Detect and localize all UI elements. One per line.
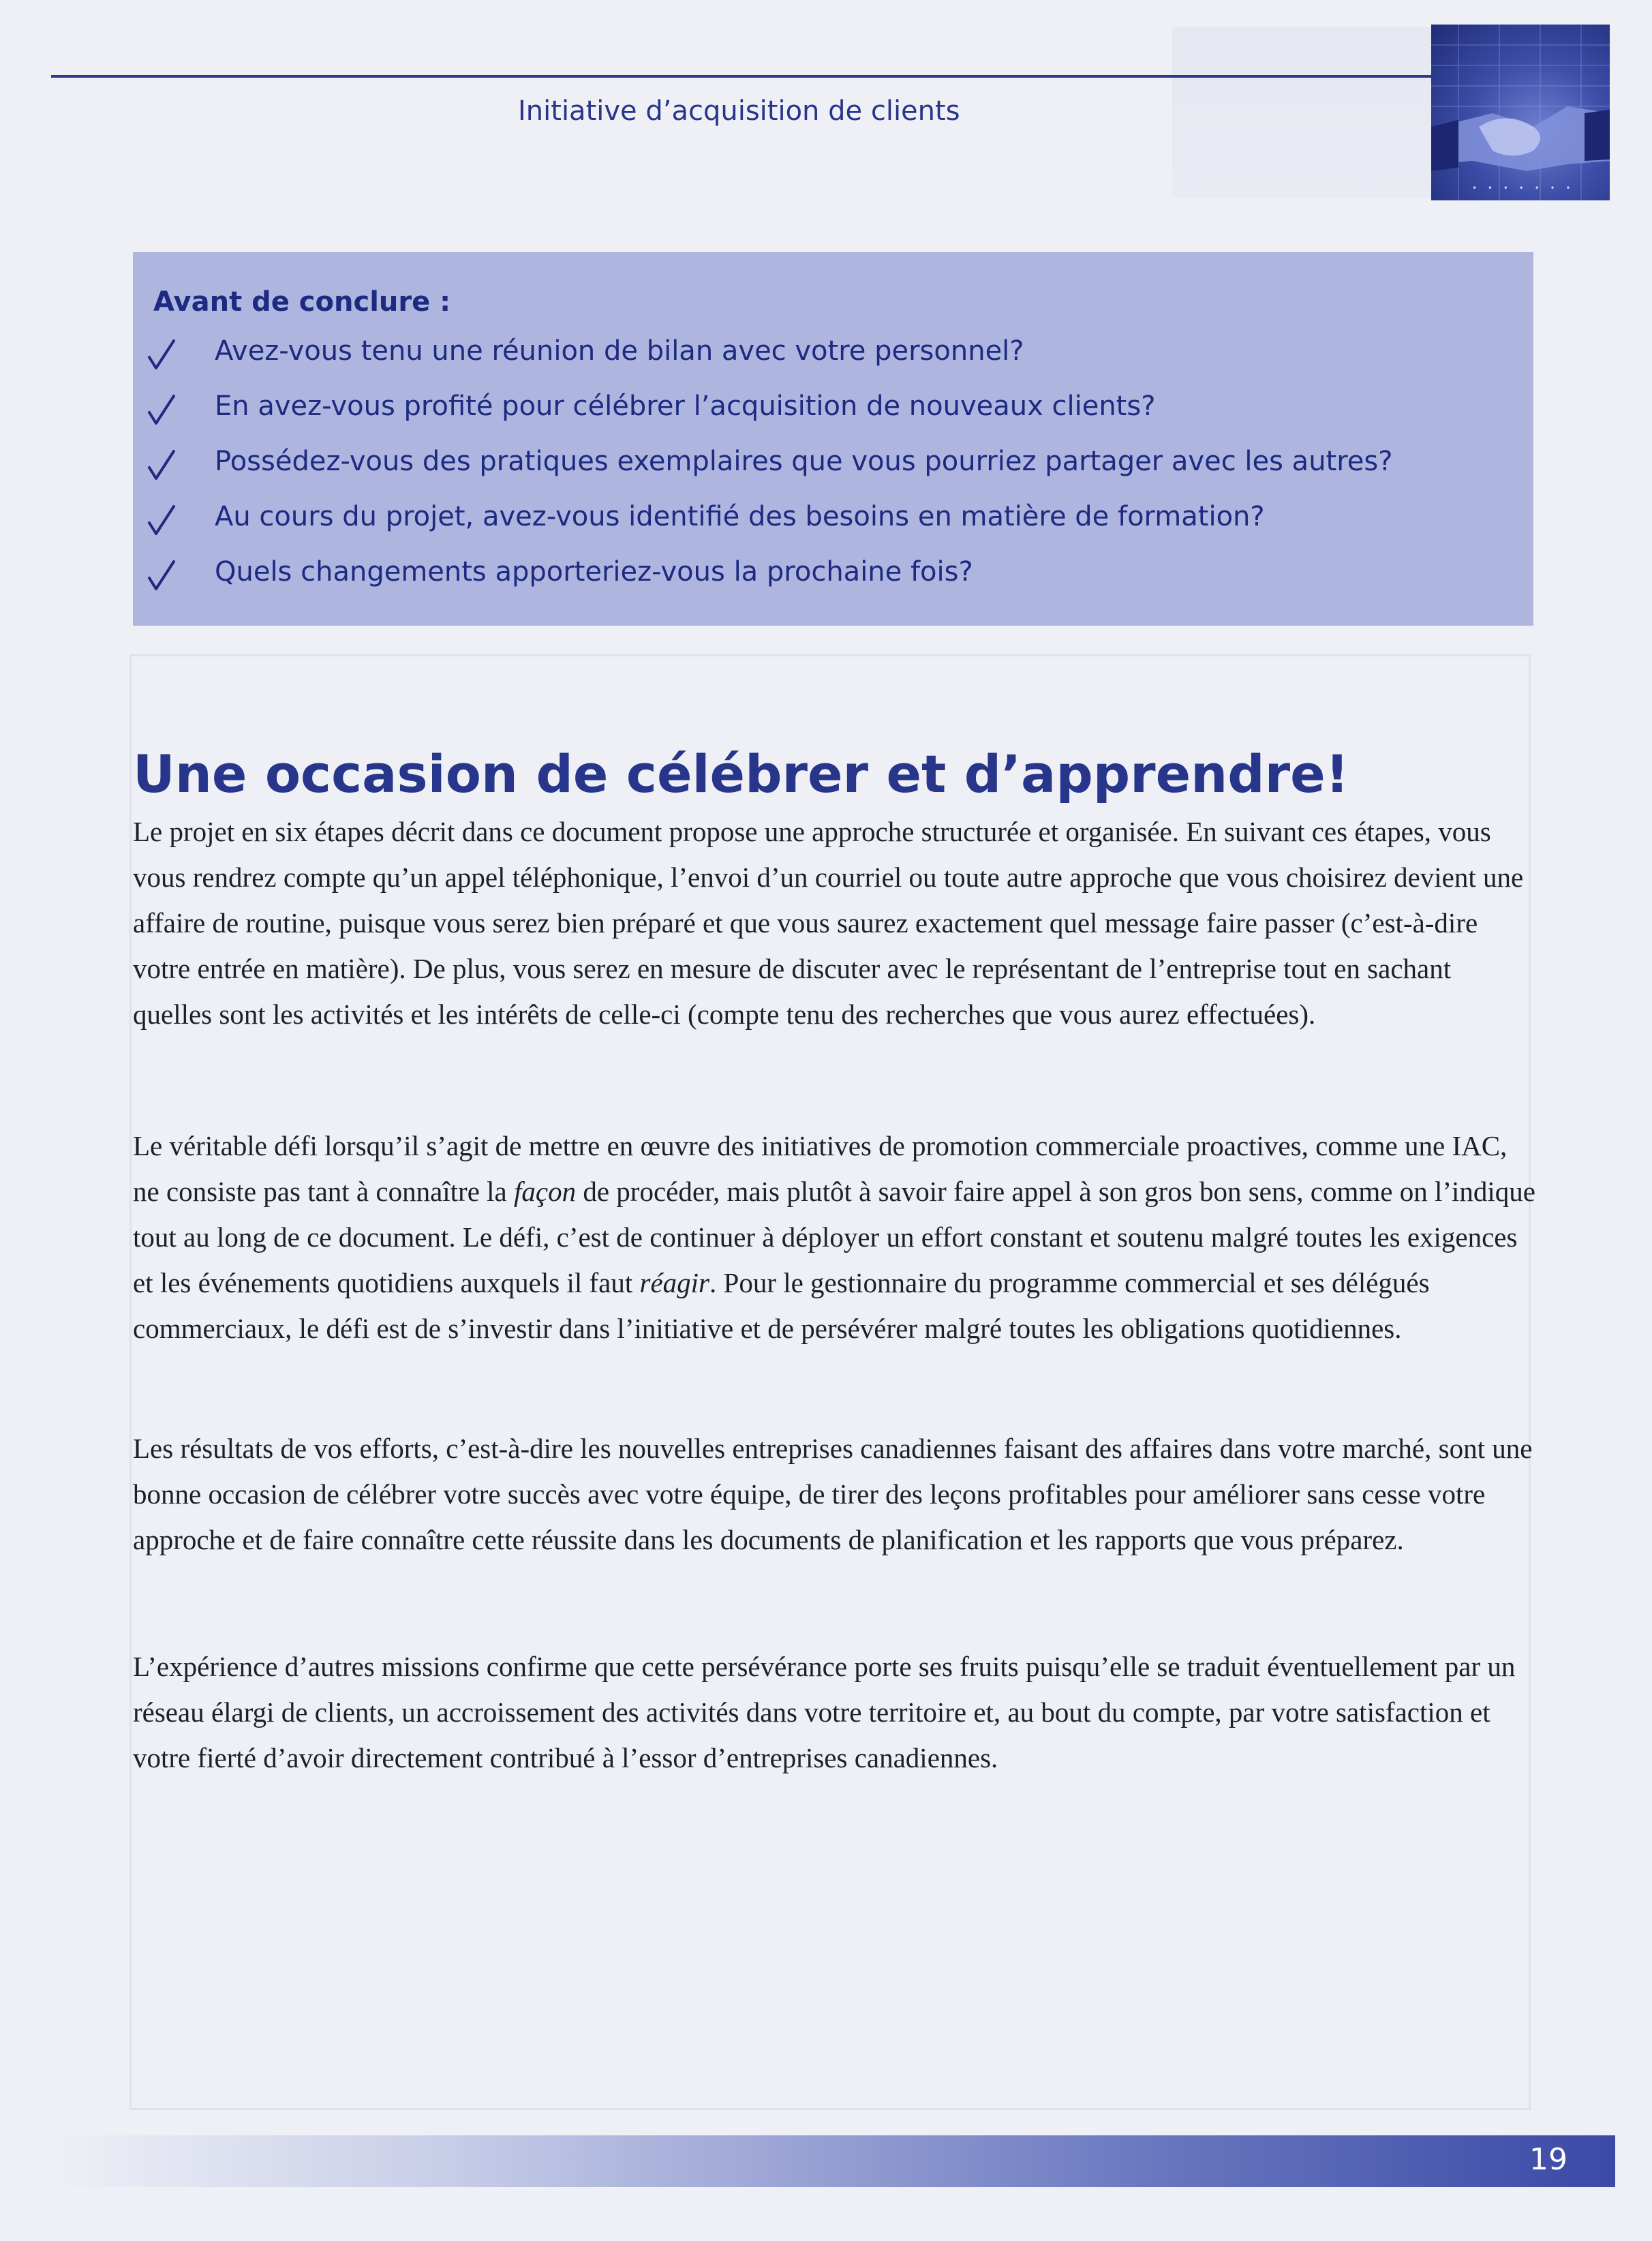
body-paragraph-3: Les résultats de vos efforts, c’est-à-dire les nouvelles entreprises canadiennes faisant des affaires dans votre marché, sont une bonne occasion de célébrer votre succès avec votre équipe, de tirer des leçons profitables pour améliorer sans cesse votre approche et de faire connaître cette réussite dans les documents de planification et les rapports que vous préparez.: [133, 1433, 1533, 1555]
paragraph-2-text: . Pour le gestionnaire du programme commercial et ses délégués commerciaux, le défi est de s’investir dans l’initiative et de persévérer malgré toutes les obligations quotidiennes.: [133, 1267, 1430, 1344]
checklist-item-text: Au cours du projet, avez-vous identifié des besoins en matière de formation?: [215, 501, 1265, 532]
checkmark-icon: [147, 448, 177, 483]
paragraph-2-emphasis-reagir: réagir: [639, 1267, 710, 1298]
checkmark-icon: [147, 338, 177, 372]
footer-bar: [55, 2135, 1615, 2187]
checklist-item: [147, 391, 1496, 438]
checklist-item: [147, 556, 1496, 604]
body-paragraph-1: Le projet en six étapes décrit dans ce document propose une approche structurée et organisée. En suivant ces étapes, vous vous rendrez compte qu’un appel téléphonique, l’envoi d’un courriel ou toute autre approche que vous choisirez devient une affaire de routine, puisque vous serez bien préparé et que vous saurez exactement quel message faire passer (c’est-à-dire votre entrée en matière). De plus, vous serez en mesure de discuter avec le représentant de l’entreprise tout en sachant quelles sont les activités et les intérêts de celle-ci (compte tenu des recherches que vous aurez effectuées).: [133, 816, 1524, 1030]
svg-text:• • • • • • •: • • • • • • •: [1472, 183, 1575, 193]
checklist-box: [133, 252, 1533, 626]
checklist-item-text: Avez-vous tenu une réunion de bilan avec votre personnel?: [215, 335, 1024, 367]
checklist-item-text: En avez-vous profité pour célébrer l’acquisition de nouveaux clients?: [215, 391, 1156, 422]
checklist-item: [147, 446, 1496, 493]
checklist-item-text: Possédez-vous des pratiques exemplaires que vous pourriez partager avec les autres?: [215, 446, 1393, 477]
handshake-icon: [1431, 25, 1610, 200]
checklist-item: [147, 501, 1496, 549]
section-title: Une occasion de célébrer et d’apprendre!: [133, 743, 1349, 804]
checkmark-icon: [147, 559, 177, 593]
checklist-heading: Avant de conclure :: [153, 286, 451, 318]
paragraph-2-text: Le véritable défi lorsqu’il s’agit de mettre en œuvre des initiatives de promotion commerciale proactives, comme une IAC, ne consiste pas tant à connaître la: [133, 1130, 1508, 1207]
handshake-image: [1431, 25, 1610, 200]
header-title: Initiative d’acquisition de clients: [518, 95, 960, 127]
checklist-item-text: Quels changements apporteriez-vous la prochaine fois?: [215, 556, 973, 588]
checkmark-icon: [147, 504, 177, 538]
checklist-item: [147, 335, 1496, 383]
paragraph-2-text: de procéder, mais plutôt à savoir faire appel à son gros bon sens, comme on l’indique tout au long de ce document. Le défi, c’est de continuer à déployer un effort constant et soutenu malgré toutes les exigences et les événements quotidiens auxquels il faut: [133, 1176, 1536, 1298]
body-paragraph-4: L’expérience d’autres missions confirme que cette persévérance porte ses fruits puisqu’elle se traduit éventuellement par un réseau élargi de clients, un accroissement des activités dans votre territoire et, au bout du compte, par votre satisfaction et votre fierté d’avoir directement contribué à l’essor d’entreprises canadiennes.: [133, 1651, 1516, 1773]
header-rule: [51, 75, 1441, 78]
body-paragraph-2: [133, 1123, 1537, 1352]
checkmark-icon: [147, 393, 177, 427]
page-number: 19: [1529, 2142, 1567, 2177]
paragraph-2-emphasis-facon: façon: [514, 1176, 577, 1207]
